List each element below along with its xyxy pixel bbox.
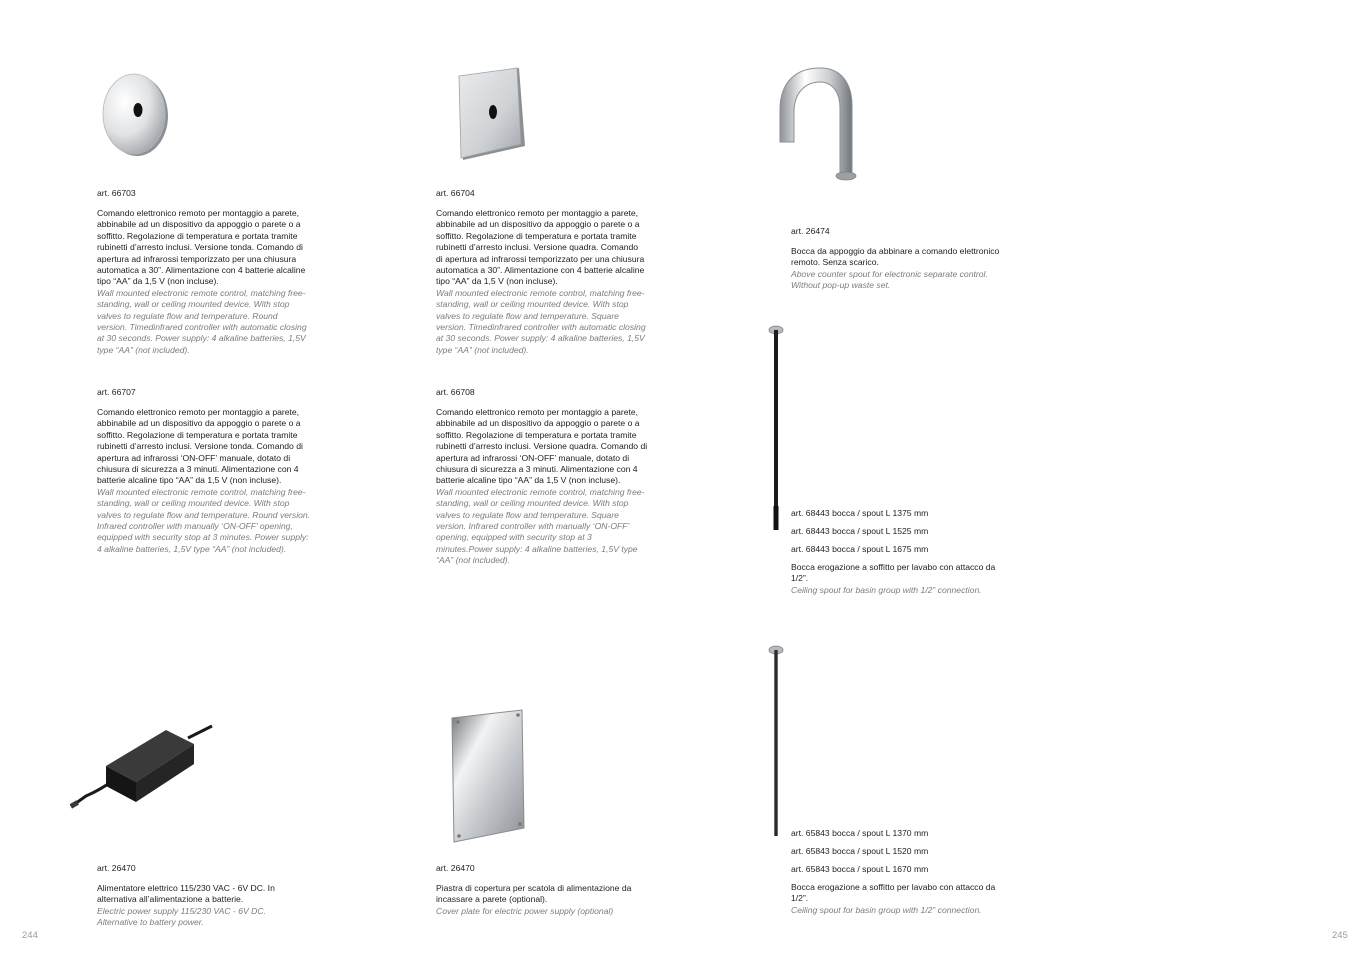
description-it: Bocca erogazione a soffitto per lavabo con attacco da 1/2”. (791, 562, 996, 584)
art-number: art. 66703 (97, 188, 136, 198)
description-it: Comando elettronico remoto per montaggio a parete, abbinabile ad un dispositivo da appoggio o parete o a soffitto. Regolazione di temperatura e portata tramite rubinetti d’arresto inclusi. Versione quadra. Comando di apertura ad infrarossi temporizzato per una chiusura automatica a 30”. Alimentazione con 4 batterie alcaline tipo “AA” da 1,5 V (non incluse). (436, 208, 645, 287)
art-number: art. 26470 (97, 863, 136, 873)
description-it: Piastra di copertura per scatola di alimentazione da incassare a parete (optional). (436, 883, 632, 905)
ceiling-spout-68443-image (766, 322, 786, 532)
art-code-line: art. 65843 bocca / spout L 1670 mm (791, 864, 929, 874)
cover-plate-image (448, 708, 528, 844)
description-en: Wall mounted electronic remote control, matching free-standing, wall or ceiling mounted device. With stop valves to regulate flow and temperature. Round version. Timedinfrared controller with automatic closing at 30 seconds. Power supply: 4 alkaline batteries, 1,5V type “AA” (not included). (97, 287, 307, 355)
ceiling-spout-65843-image (766, 642, 786, 838)
product-66703 (97, 188, 309, 356)
art-number: art. 66708 (436, 387, 475, 397)
art-code-line: art. 68443 bocca / spout L 1675 mm (791, 544, 929, 554)
art-number: art. 66707 (97, 387, 136, 397)
round-remote-control-image (98, 70, 174, 160)
art-number: art. 26470 (436, 863, 475, 873)
page-number-right: 245 (1332, 930, 1348, 941)
product-65843 (791, 828, 1009, 916)
product-68443 (791, 508, 1009, 596)
description-it: Comando elettronico remoto per montaggio a parete, abbinabile ad un dispositivo da appoggio o parete o a soffitto. Regolazione di temperatura e portata tramite rubinetti d’arresto inclusi. Versione quadra. Comando di apertura ad infrarossi ‘ON-OFF’ manuale, dotato di chiusura di sicurezza a 3 minuti. Alimentazione con 4 batterie alcaline tipo “AA” da 1,5 V (non incluse). (436, 407, 648, 486)
description-it: Bocca da appoggio da abbinare a comando elettronico remoto. Senza scarico. (791, 246, 1000, 268)
description-en: Wall mounted electronic remote control, matching free-standing, wall or ceiling mounted device. With stop valves to regulate flow and temperature. Round version. Infrared controller with manually ‘ON-OFF’ opening, equipped with security stop at 3 minutes. Power supply: 4 alkaline batteries, 1,5V type “AA” (not included). (97, 486, 311, 554)
square-remote-control-image (455, 64, 531, 164)
description-en: Wall mounted electronic remote control, matching free-standing, wall or ceiling mounted device. With stop valves to regulate flow and temperature. Square version. Infrared controller with manually ‘ON-OFF’ opening, equipped with security stop at 3 minutes.Power supply: 4 alkaline batteries, 1,5V type “AA” (not included). (436, 486, 645, 566)
description-it: Alimentatore elettrico 115/230 VAC - 6V DC. In alternativa all’alimentazione a batterie. (97, 883, 275, 905)
product-66704 (436, 188, 646, 356)
counter-spout-image (770, 62, 860, 192)
description-en: Ceiling spout for basin group with 1/2” connection. (791, 904, 982, 915)
art-number: art. 26474 (791, 226, 830, 236)
description-it: Comando elettronico remoto per montaggio a parete, abbinabile ad un dispositivo da appoggio o parete o a soffitto. Regolazione di temperatura e portata tramite rubinetti d’arresto inclusi. Versione tonda. Comando di apertura ad infrarossi ‘ON-OFF’ manuale, dotato di chiusura di sicurezza a 3 minuti. Alimentazione con 4 batterie alcaline tipo “AA” da 1,5 V (non incluse). (97, 407, 303, 486)
product-26470-power-supply (97, 863, 307, 929)
art-number: art. 66704 (436, 188, 475, 198)
power-supply-image (70, 724, 215, 814)
product-26470-cover-plate (436, 863, 651, 917)
description-en: Above counter spout for electronic separate control. Without pop-up waste set. (791, 268, 988, 291)
art-code-line: art. 65843 bocca / spout L 1370 mm (791, 828, 929, 838)
art-code-line: art. 68443 bocca / spout L 1525 mm (791, 526, 929, 536)
description-it: Comando elettronico remoto per montaggio a parete, abbinabile ad un dispositivo da appoggio o parete o a soffitto. Regolazione di temperatura e portata tramite rubinetti d’arresto inclusi. Versione tonda. Comando di apertura ad infrarossi temporizzato per una chiusura automatica a 30”. Alimentazione con 4 batterie alcaline tipo “AA” da 1,5 V (non incluse). (97, 208, 306, 287)
description-en: Electric power supply 115/230 VAC - 6V DC. Alternative to battery power. (97, 905, 266, 928)
art-code-line: art. 65843 bocca / spout L 1520 mm (791, 846, 929, 856)
product-66708 (436, 387, 648, 567)
description-it: Bocca erogazione a soffitto per lavabo con attacco da 1/2”. (791, 882, 996, 904)
product-26474 (791, 226, 1006, 292)
art-code-line: art. 68443 bocca / spout L 1375 mm (791, 508, 929, 518)
description-en: Cover plate for electric power supply (optional) (436, 905, 614, 916)
product-66707 (97, 387, 311, 555)
description-en: Ceiling spout for basin group with 1/2” connection. (791, 584, 982, 595)
page-number-left: 244 (22, 930, 38, 941)
description-en: Wall mounted electronic remote control, matching free-standing, wall or ceiling mounted device. With stop valves to regulate flow and temperature. Square version. Timedinfrared controller with automatic closing at 30 seconds. Power supply: 4 alkaline batteries, 1,5V type “AA” (not included). (436, 287, 646, 355)
